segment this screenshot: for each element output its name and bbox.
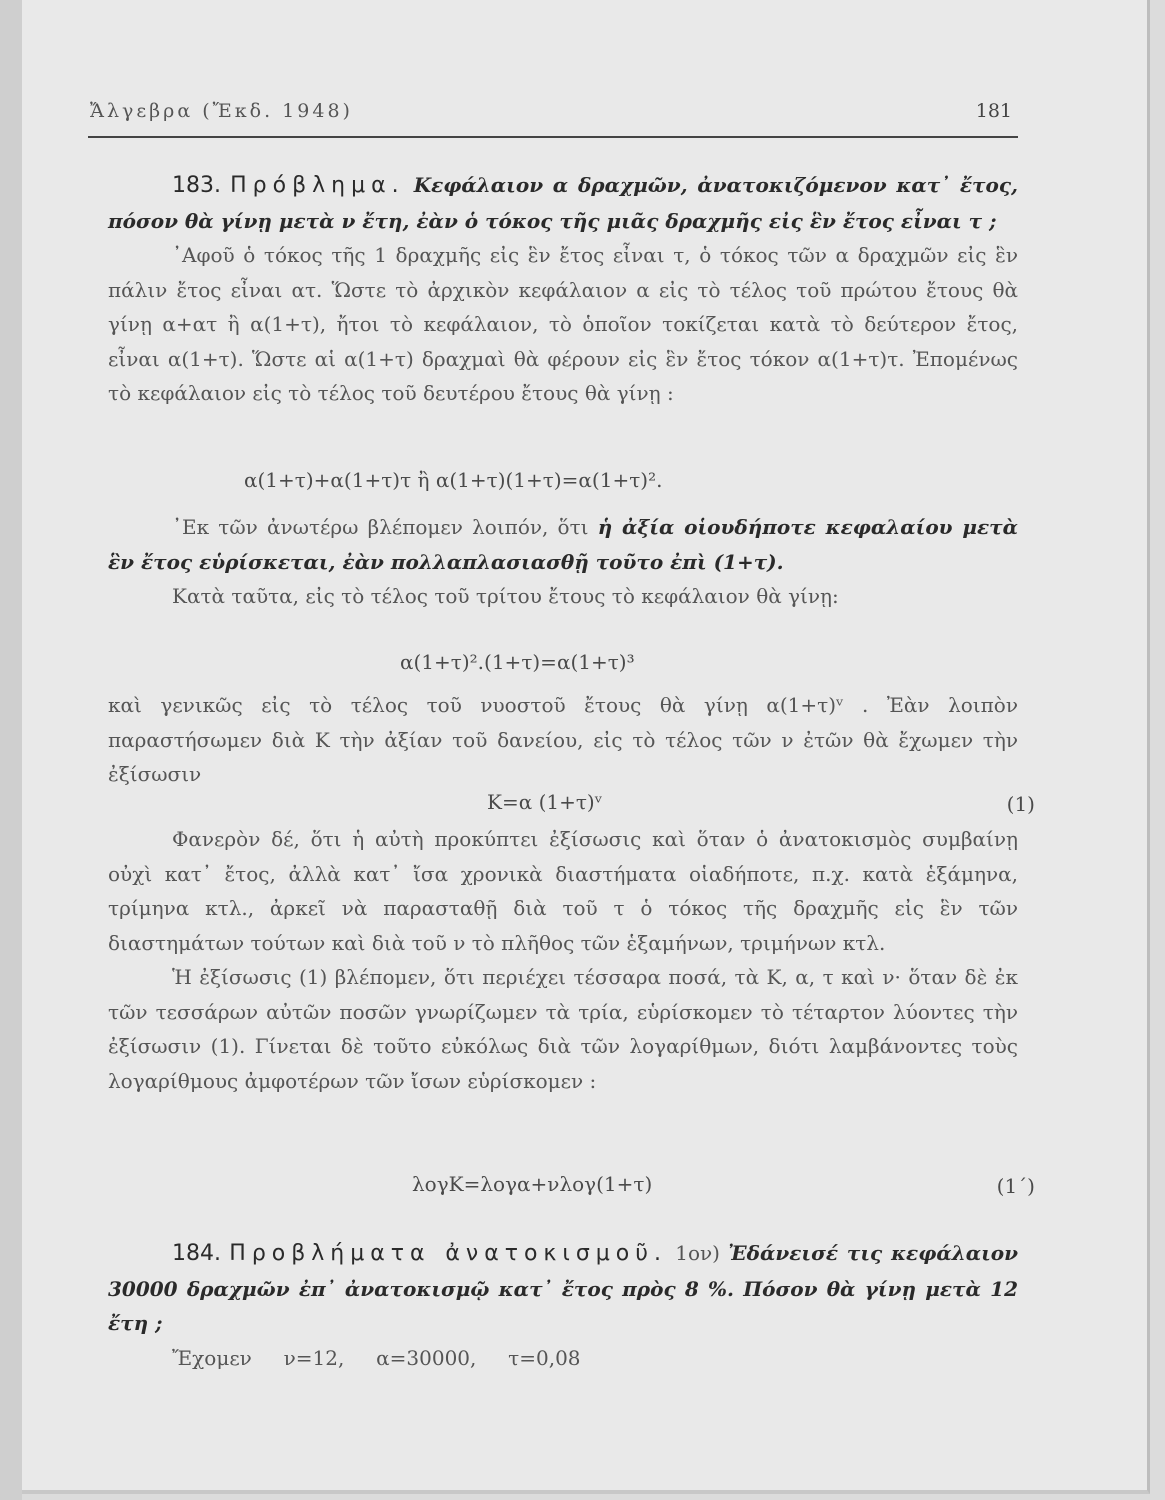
subproblem-label: 1ον) (675, 1241, 720, 1265)
paragraph-6: Ἡ ἐξίσωσις (1) βλέπομεν, ὅτι περιέχει τέσσαρα ποσά, τὰ Κ, α, τ καὶ ν· ὅταν δὲ ἐκ τῶν τεσσάρων αὐτῶν ποσῶν γνωρίζωμεν τὰ τρία, εὑρίσκομεν τὸ τέταρτον λύοντες τὴν ἐξίσωσιν (1). Γίνεται δὲ τοῦτο εὐκόλως διὰ τῶν λογαρίθμων, διότι λαμβάνοντες τοὺς λογαρίθμους ἀμφοτέρων τῶν ἴσων εὑρίσκομεν : (108, 965, 1018, 1093)
section-183-b (108, 510, 1018, 614)
given-values: Ἔχομεν ν=12, α=30000, τ=0,08 (172, 1345, 581, 1370)
paragraph-5-6-block (108, 822, 1018, 1098)
running-header (88, 96, 1018, 138)
problem-statement: Κεφάλαιον α δραχμῶν, ἀνατοκιζόμενον κατ᾿ ἔτος, πόσον θὰ γίνῃ μετὰ ν ἔτη, ἐὰν ὁ τόκος τῆς μιᾶς δραχμῆς εἰς ἓν ἔτος εἶναι τ ; (108, 173, 1018, 233)
formula-3: Κ=α (1+τ)ᵛ (487, 790, 603, 814)
section-183 (108, 168, 1018, 411)
paragraph-5: Φανερὸν δέ, ὅτι ἡ αὐτὴ προκύπτει ἐξίσωσις καὶ ὅταν ὁ ἀνατοκισμὸς συμβαίνῃ οὐχὶ κατ᾿ ἔτος, ἀλλὰ κατ᾿ ἴσα χρονικὰ διαστήματα οἱαδήποτε, π.χ. κατὰ ἑξάμηνα, τρίμηνα κτλ., ἀρκεῖ νὰ παρασταθῇ διὰ τοῦ τ ὁ τόκος τῆς δραχμῆς εἰς ἓν τῶν διαστημάτων τούτων καὶ διὰ τοῦ ν τὸ πλῆθος τῶν ἑξαμήνων, τριμήνων κτλ. (108, 827, 1018, 955)
section-184 (108, 1236, 1018, 1375)
paragraph-2-text: ᾿Εκ τῶν ἀνωτέρω βλέπομεν λοιπόν, ὅτι (172, 515, 589, 539)
section-number-184: 184. (172, 1241, 221, 1266)
paragraph-1: ᾿Αφοῦ ὁ τόκος τῆς 1 δραχμῆς εἰς ἓν ἔτος εἶναι τ, ὁ τόκος τῶν α δραχμῶν εἰς ἓν πάλιν ἔτος εἶναι ατ. Ὥστε τὸ ἀρχικὸν κεφάλαιον α εἰς τὸ τέλος τοῦ πρώτου ἔτους θὰ γίνῃ α+ατ ἢ α(1+τ), ἤτοι τὸ κεφάλαιον, τὸ ὁποῖον τοκίζεται κατὰ τὸ δεύτερον ἔτος, εἶναι α(1+τ). Ὥστε αἱ α(1+τ) δραχμαὶ θὰ φέρουν εἰς ἓν ἔτος τόκον α(1+τ)τ. Ἐπομένως τὸ κεφάλαιον εἰς τὸ τέλος τοῦ δευτέρου ἔτους θὰ γίνῃ : (108, 243, 1018, 405)
page-number: 181 (975, 100, 1012, 122)
paragraph-4-block (108, 688, 1018, 792)
paragraph-3: Κατὰ ταῦτα, εἰς τὸ τέλος τοῦ τρίτου ἔτους τὸ κεφάλαιον θὰ γίνῃ: (172, 584, 839, 608)
paragraph-2-emphasis: ἡ ἀξία οἱουδήποτε κεφαλαίου μετὰ ἓν ἔτος εὑρίσκεται, ἐὰν πολλαπλασιασθῇ τοῦτο ἐπὶ (1+τ). (108, 515, 1018, 574)
formula-4: λογΚ=λογα+νλογ(1+τ) (412, 1172, 653, 1196)
formula-1: α(1+τ)+α(1+τ)τ ἢ α(1+τ)(1+τ)=α(1+τ)². (244, 468, 663, 492)
section-heading-184: Προβλήματα ἀνατοκισμοῦ. (229, 1241, 667, 1266)
book-spine (0, 0, 22, 1500)
section-heading: Πρόβλημα. (230, 173, 405, 198)
section-number: 183. (172, 173, 221, 198)
equation-number-1-prime: (1΄) (996, 1174, 1035, 1198)
header-title: Ἄλγεβρα (Ἔκδ. 1948) (90, 100, 353, 122)
equation-number-1: (1) (1006, 792, 1035, 816)
problem-statement-184: Ἐδάνεισέ τις κεφάλαιον 30000 δραχμῶν ἐπ᾿ ἀνατοκισμῷ κατ᾿ ἔτος πρὸς 8 %. Πόσον θὰ γίνῃ μετὰ 12 ἔτη ; (108, 1241, 1019, 1335)
paragraph-4: καὶ γενικῶς εἰς τὸ τέλος τοῦ νυοστοῦ ἔτους θὰ γίνῃ α(1+τ)ᵛ . Ἐὰν λοιπὸν παραστήσωμεν διὰ Κ τὴν ἀξίαν τοῦ δανείου, εἰς τὸ τέλος τῶν ν ἐτῶν θὰ ἔχωμεν τὴν ἐξίσωσιν (108, 693, 1018, 786)
formula-2: α(1+τ)².(1+τ)=α(1+τ)³ (400, 650, 635, 674)
